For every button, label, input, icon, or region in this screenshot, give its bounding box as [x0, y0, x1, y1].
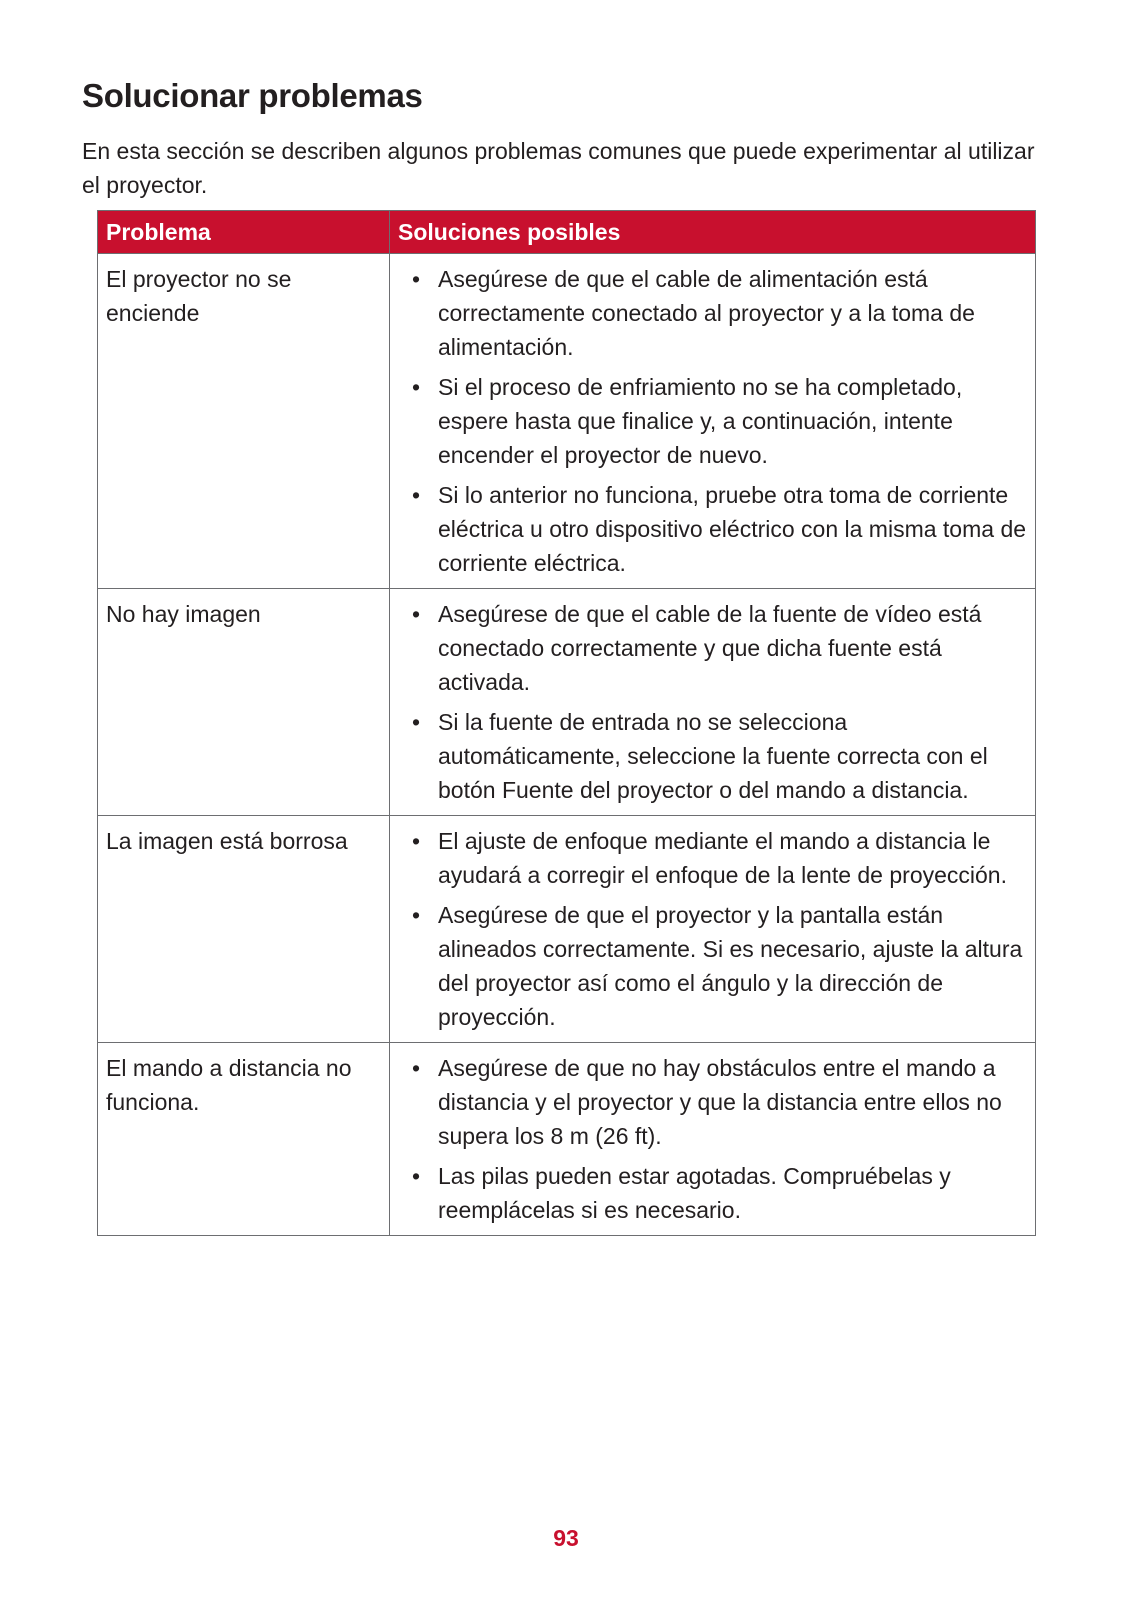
bullet: • — [412, 1055, 421, 1081]
table-row — [98, 589, 1036, 816]
solution-item — [398, 1159, 1027, 1227]
bullet: • — [412, 374, 421, 400]
bullet: • — [412, 828, 421, 854]
solution-text: El ajuste de enfoque mediante el mando a distancia le ayudará a corregir el enfoque de la lente de proyección. — [438, 828, 1007, 888]
solutions-cell — [390, 589, 1036, 816]
table-row — [98, 816, 1036, 1043]
bullet: • — [412, 709, 421, 735]
bullet: • — [412, 1163, 421, 1189]
table-row — [98, 254, 1036, 589]
page-number: 93 — [553, 1525, 579, 1551]
solution-text: Asegúrese de que no hay obstáculos entre el mando a distancia y el proyector y que la distancia entre ellos no supera los 8 m (26 ft). — [438, 1055, 1002, 1149]
solution-text: Asegúrese de que el proyector y la pantalla están alineados correctamente. Si es necesario, ajuste la altura del proyector así como el ángulo y la dirección de proyección. — [438, 902, 1023, 1030]
table-row — [98, 1043, 1036, 1236]
solution-text: Asegúrese de que el cable de alimentación está correctamente conectado al proyector y a la toma de alimentación. — [438, 266, 975, 360]
solution-text: Si la fuente de entrada no se selecciona automáticamente, seleccione la fuente correcta con el botón Fuente del proyector o del mando a distancia. — [438, 709, 988, 803]
solution-item — [398, 597, 1027, 699]
header-problem: Problema — [98, 211, 390, 254]
solution-list — [398, 597, 1027, 807]
bullet: • — [412, 902, 421, 928]
page-title: Solucionar problemas — [82, 77, 423, 114]
solution-text: Si lo anterior no funciona, pruebe otra toma de corriente eléctrica u otro dispositivo eléctrico con la misma toma de corriente eléctrica. — [438, 482, 1027, 576]
solution-item — [398, 705, 1027, 807]
problem-cell: El mando a distancia no funciona. — [98, 1043, 390, 1236]
solution-item — [398, 262, 1027, 364]
solution-list — [398, 262, 1027, 580]
troubleshooting-table — [97, 210, 1036, 1236]
solution-list — [398, 1051, 1027, 1227]
bullet: • — [412, 601, 421, 627]
bullet: • — [412, 482, 421, 508]
problem-cell: La imagen está borrosa — [98, 816, 390, 1043]
solution-list — [398, 824, 1027, 1034]
problem-cell: No hay imagen — [98, 589, 390, 816]
solutions-cell — [390, 1043, 1036, 1236]
bullet: • — [412, 266, 421, 292]
solution-item — [398, 824, 1027, 892]
solution-text: Si el proceso de enfriamiento no se ha completado, espere hasta que finalice y, a continuación, intente encender el proyector de nuevo. — [438, 374, 963, 468]
solution-text: Las pilas pueden estar agotadas. Compruébelas y reemplácelas si es necesario. — [438, 1163, 951, 1223]
header-solutions: Soluciones posibles — [390, 211, 1036, 254]
solution-item — [398, 478, 1027, 580]
solutions-cell — [390, 254, 1036, 589]
solution-item — [398, 898, 1027, 1034]
problem-cell: El proyector no se enciende — [98, 254, 390, 589]
table-header-row — [98, 211, 1036, 254]
intro-paragraph: En esta sección se describen algunos problemas comunes que puede experimentar al utilizar el proyector. — [82, 138, 1035, 198]
solution-text: Asegúrese de que el cable de la fuente de vídeo está conectado correctamente y que dicha fuente está activada. — [438, 601, 982, 695]
solution-item — [398, 370, 1027, 472]
solution-item — [398, 1051, 1027, 1153]
solutions-cell — [390, 816, 1036, 1043]
